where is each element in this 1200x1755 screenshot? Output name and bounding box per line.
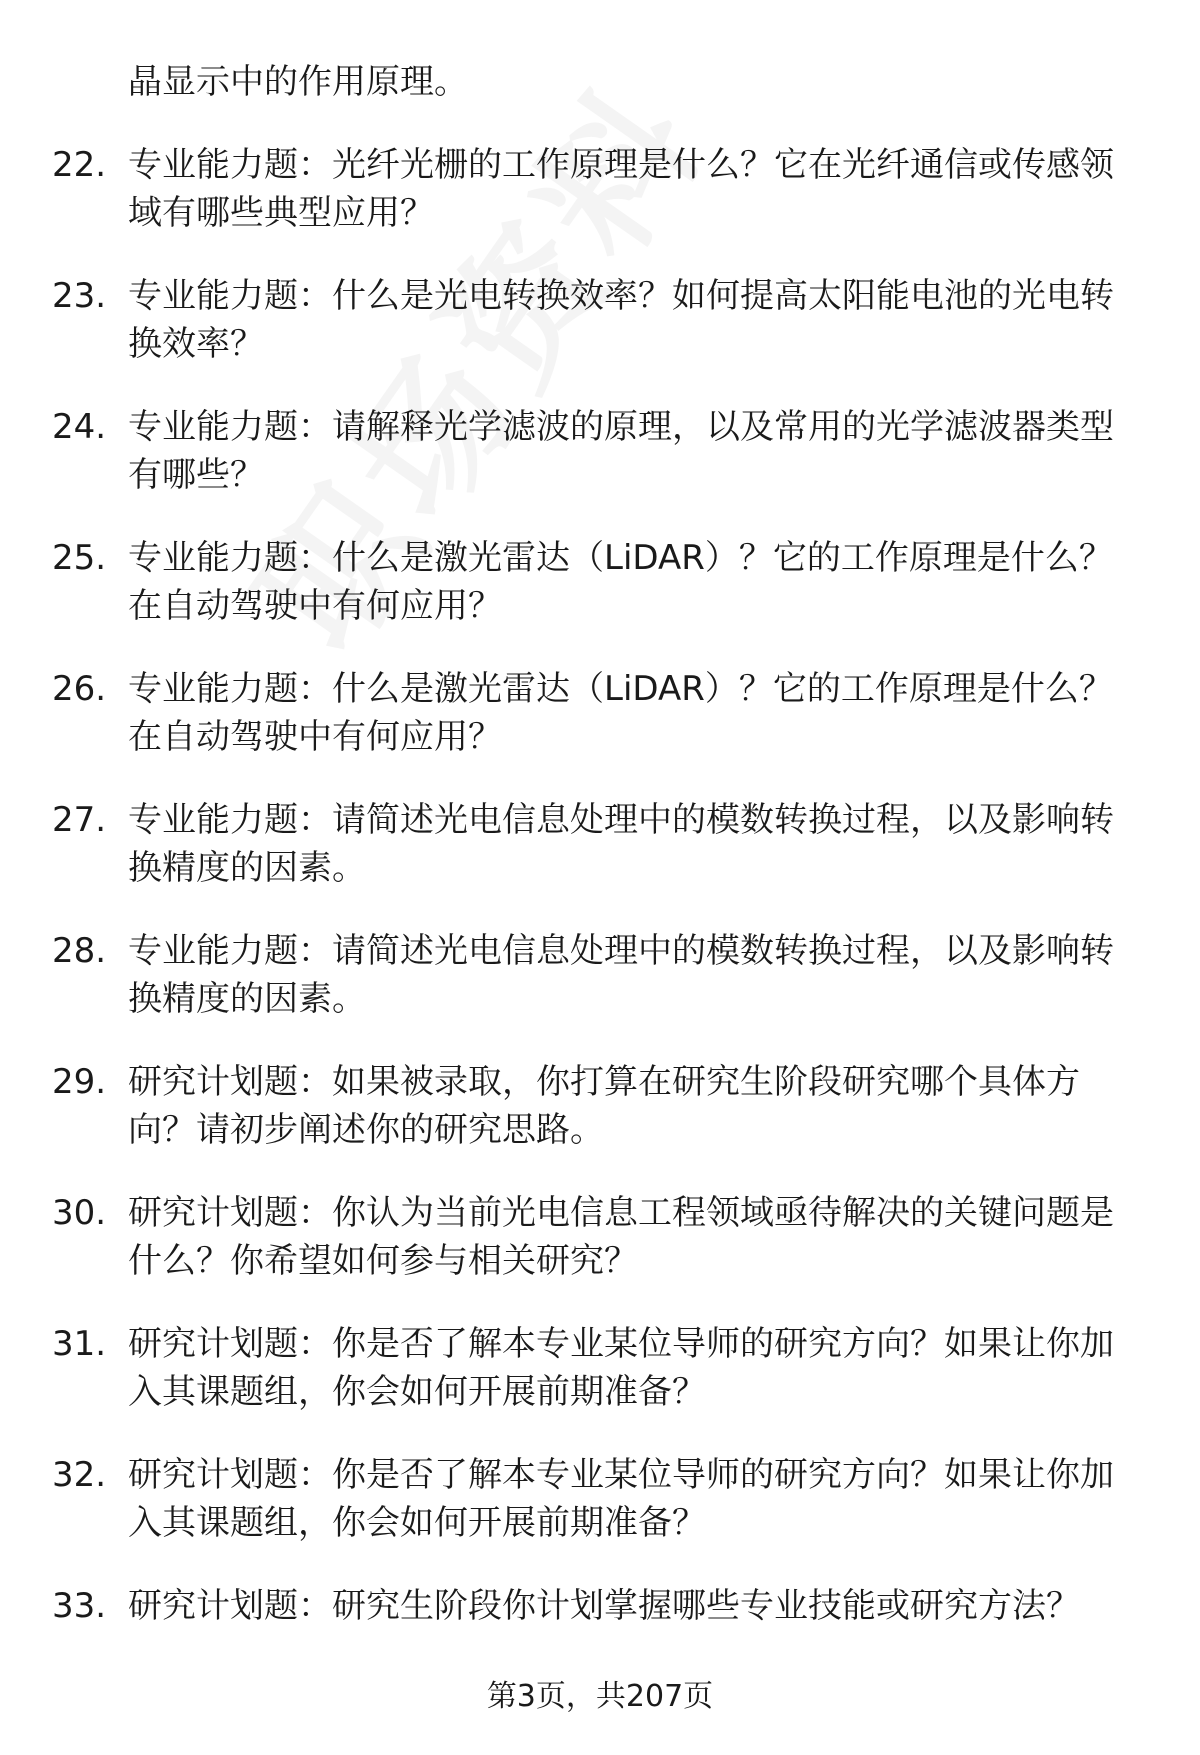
question-text: 研究计划题：你是否了解本专业某位导师的研究方向？如果让你加入其课题组，你会如何开展前期准备？ [128, 1324, 1114, 1412]
question-text: 专业能力题：光纤光栅的工作原理是什么？它在光纤通信或传感领域有哪些典型应用？ [128, 145, 1114, 233]
question-number: 22. [52, 145, 107, 185]
question-number: 23. [52, 276, 107, 316]
question-item [0, 272, 1200, 368]
question-text: 专业能力题：请简述光电信息处理中的模数转换过程，以及影响转换精度的因素。 [128, 800, 1114, 888]
question-number: 24. [52, 407, 107, 447]
question-item [0, 403, 1200, 499]
page-footer: 第3页，共207页 [486, 1679, 714, 1714]
question-text: 专业能力题：什么是光电转换效率？如何提高太阳能电池的光电转换效率？ [128, 276, 1114, 364]
continuation-text: 晶显示中的作用原理。 [128, 62, 468, 102]
question-number: 27. [52, 800, 107, 840]
question-text: 专业能力题：什么是激光雷达（LiDAR）？它的工作原理是什么？在自动驾驶中有何应用？ [128, 669, 1113, 757]
question-item [0, 534, 1200, 630]
content-area [0, 58, 1200, 1630]
question-item [0, 1451, 1200, 1547]
question-number: 29. [52, 1062, 107, 1102]
question-item [0, 796, 1200, 892]
question-number: 25. [52, 538, 107, 578]
question-text: 专业能力题：请解释光学滤波的原理，以及常用的光学滤波器类型有哪些？ [128, 407, 1114, 495]
question-text: 专业能力题：什么是激光雷达（LiDAR）？它的工作原理是什么？在自动驾驶中有何应用？ [128, 538, 1113, 626]
question-text: 研究计划题：你认为当前光电信息工程领域亟待解决的关键问题是什么？你希望如何参与相关研究？ [128, 1193, 1114, 1281]
question-text: 研究计划题：你是否了解本专业某位导师的研究方向？如果让你加入其课题组，你会如何开展前期准备？ [128, 1455, 1114, 1543]
question-item [0, 1058, 1200, 1154]
question-text: 研究计划题：如果被录取，你打算在研究生阶段研究哪个具体方向？请初步阐述你的研究思路。 [128, 1062, 1080, 1150]
question-text: 专业能力题：请简述光电信息处理中的模数转换过程，以及影响转换精度的因素。 [128, 931, 1114, 1019]
question-number: 33. [52, 1586, 107, 1626]
question-text: 研究计划题：研究生阶段你计划掌握哪些专业技能或研究方法？ [128, 1586, 1080, 1626]
question-number: 26. [52, 669, 107, 709]
question-number: 32. [52, 1455, 107, 1495]
question-number: 31. [52, 1324, 107, 1364]
question-number: 30. [52, 1193, 107, 1233]
question-number: 28. [52, 931, 107, 971]
question-item [0, 665, 1200, 761]
question-item [0, 1320, 1200, 1416]
question-item [0, 927, 1200, 1023]
question-item [0, 141, 1200, 237]
question-item [0, 1189, 1200, 1285]
question-item [0, 1582, 1200, 1630]
question-list [0, 141, 1200, 1630]
